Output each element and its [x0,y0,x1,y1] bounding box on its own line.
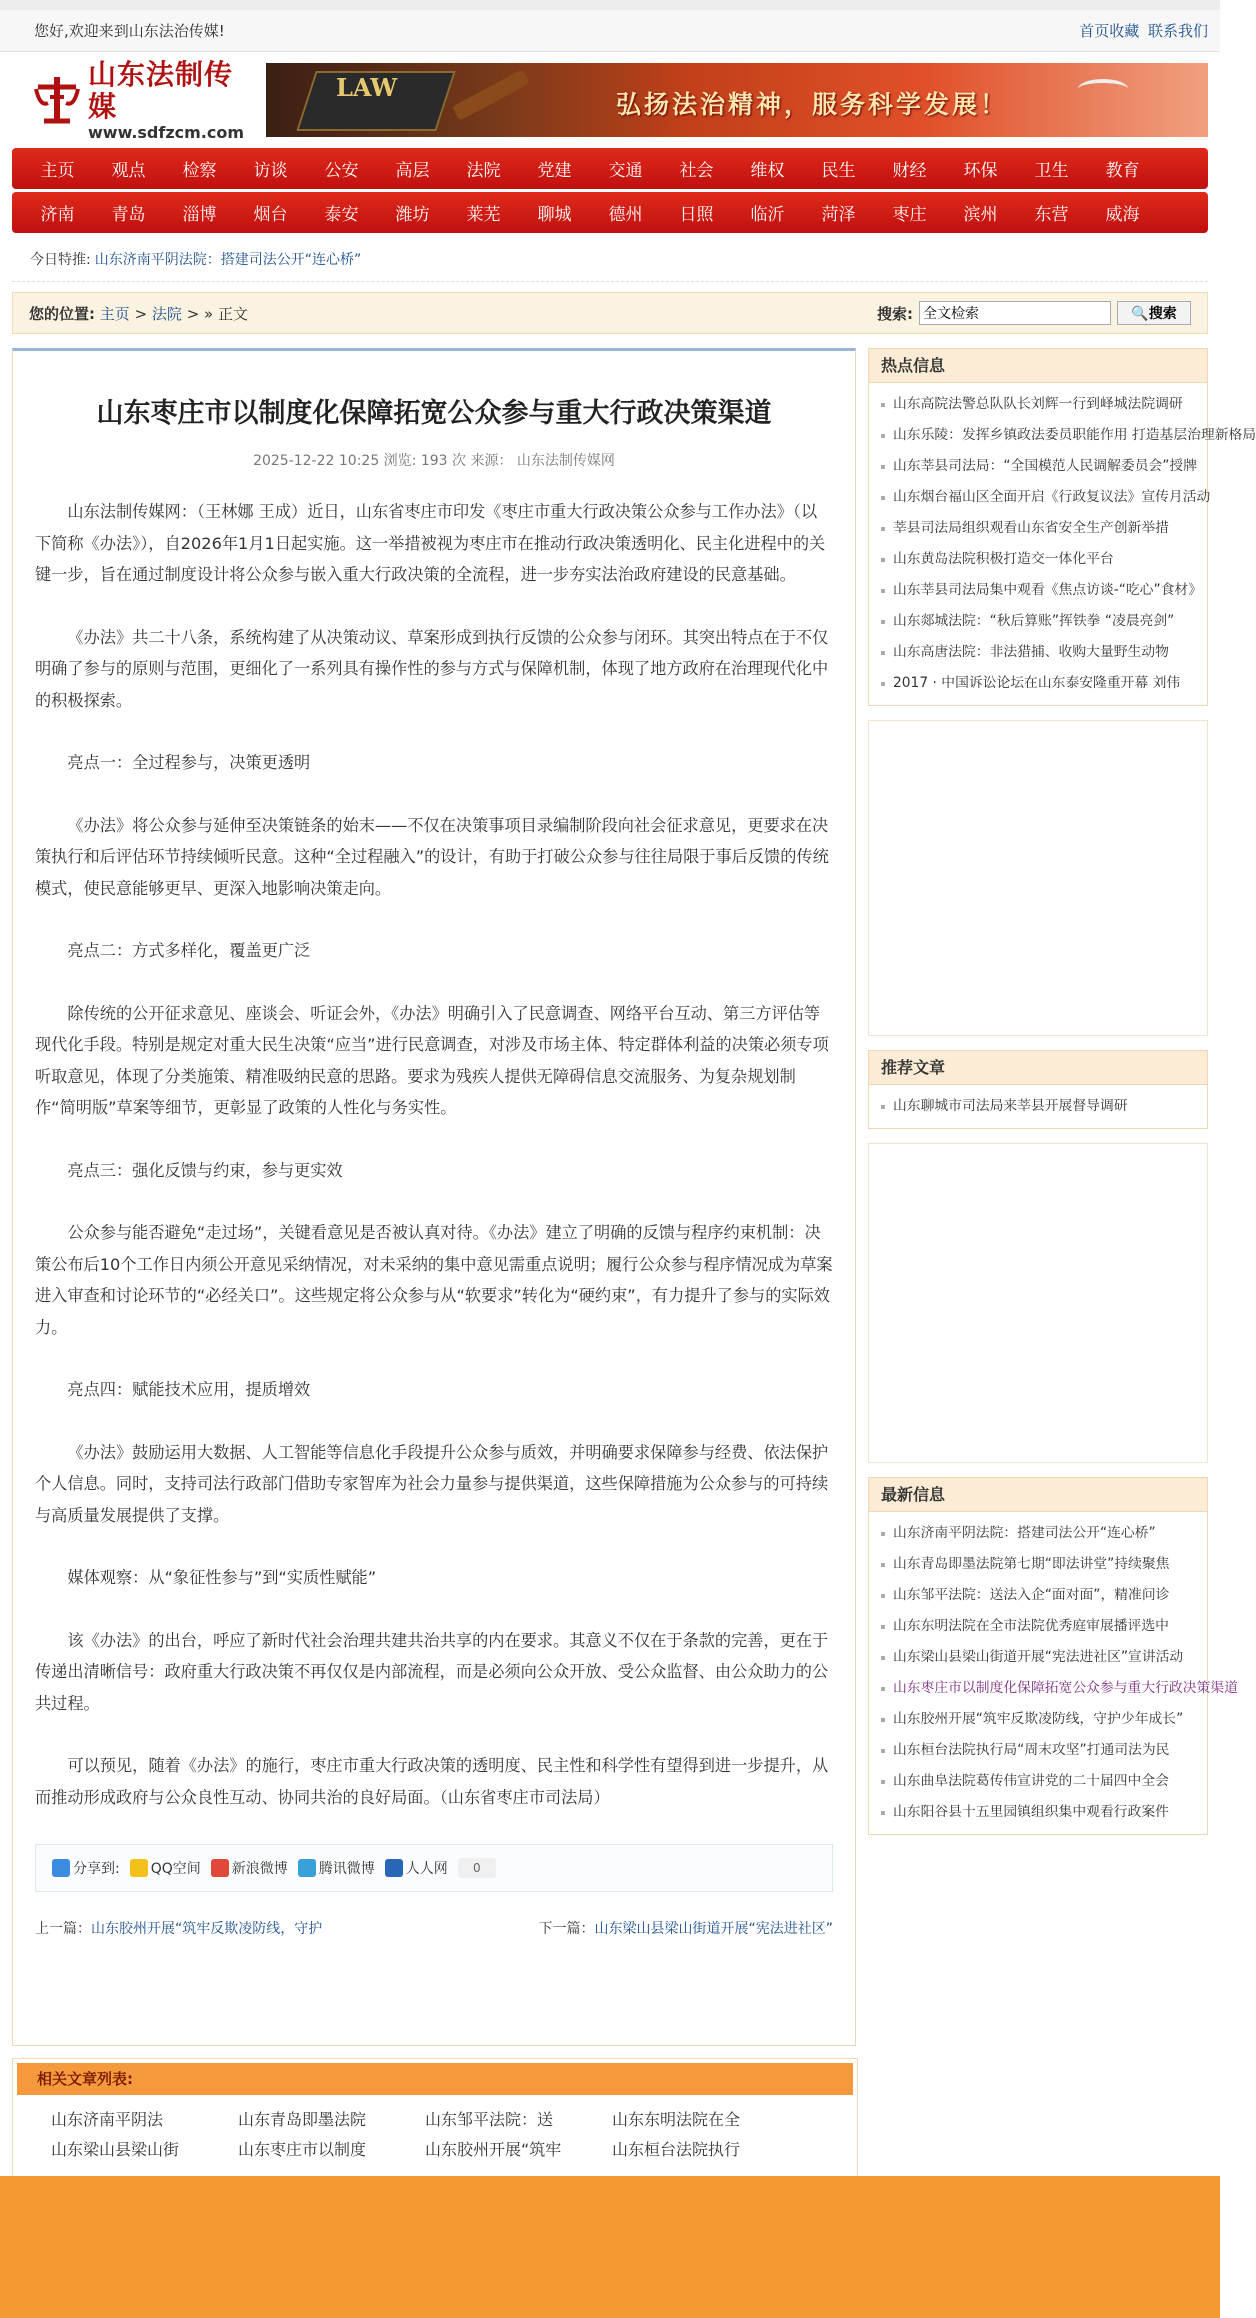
latest-info-item[interactable]: 山东桓台法院执行局“周末攻坚”打通司法为民 [879,1735,1199,1766]
tencent-weibo-icon [298,1859,316,1877]
nav-row-cities [12,192,1208,233]
latest-info-box [868,1477,1238,1835]
banner-image [266,63,1208,137]
recommended-title: 推荐文章 [869,1051,1207,1085]
article-paragraph: 该《办法》的出台，呼应了新时代社会治理共建共治共享的内在要求。其意义不仅在于条款的完善，更在于传递出清晰信号：政府重大行政决策不再仅仅是内部流程，而是必须向公众开放、受公众监督、由公众助力的公共过程。 [35,1630,829,1713]
article-paragraph: 《办法》将公众参与延伸至决策链条的始末——不仅在决策事项目录编制阶段向社会征求意见，更要求在决策执行和后评估环节持续倾听民意。这种“全过程融入”的设计，有助于打破公众参与往往局限于事后反馈的传统模式，使民意能够更早、更深入地影响决策走向。 [35,815,829,898]
nav-item[interactable]: 检察 [182,161,217,181]
search-button-label: 搜索 [1148,306,1177,322]
related-item[interactable]: 山东东明法院在全 [612,2110,741,2129]
ad-placeholder [868,1143,1208,1463]
nav-item[interactable]: 德州 [608,205,643,225]
nav-item[interactable]: 民生 [821,161,856,181]
renren-icon [385,1859,403,1877]
latest-info-item[interactable]: 山东胶州开展“筑牢反欺凌防线，守护少年成长” [879,1704,1199,1735]
latest-info-item[interactable]: 山东济南平阴法院：搭建司法公开“连心桥” [879,1518,1199,1549]
hot-info-box [868,348,1256,706]
search-input[interactable] [919,301,1111,325]
plus-icon [52,1859,70,1877]
nav-item[interactable]: 菏泽 [821,205,856,225]
latest-info-item[interactable]: 山东青岛即墨法院第七期“即法讲堂”持续聚焦 [879,1549,1199,1580]
footer [0,2176,1220,2318]
featured-link[interactable]: 山东济南平阴法院：搭建司法公开“连心桥” [94,251,362,268]
article-paragraph: 山东法制传媒网：（王林娜 王成）近日，山东省枣庄市印发《枣庄市重大行政决策公众参与工作办法》（以下简称《办法》），自2026年1月1日起实施。这一举措被视为枣庄市在推动行政决策透明化、民主化进程中的关键一步，旨在通过制度设计将公众参与嵌入重大行政决策的全流程，进一步夯实法治政府建设的民意基础。 [35,502,826,584]
article-paragraph: 可以预见，随着《办法》的施行，枣庄市重大行政决策的透明度、民主性和科学性有望得到进一步提升，从而推动形成政府与公众良性互动、协同共治的良好局面。（山东省枣庄市司法局） [35,1756,829,1807]
banner-slogan: 弘扬法治精神，服务科学发展！ [616,90,1009,119]
article-paragraph: 除传统的公开征求意见、座谈会、听证会外，《办法》明确引入了民意调查、网络平台互动、第三方评估等现代化手段。特别是规定对重大民生决策“应当”进行民意调查，对涉及市场主体、特定群体利益的决策必须专项听取意见，体现了分类施策、精准吸纳民意的思路。要求为残疾人提供无障碍信息交流服务、为复杂规划制作“简明版”草案等细节，更彰显了政策的人性化与务实性。 [35,1003,829,1117]
nav-item[interactable]: 潍坊 [395,205,430,225]
latest-info-item[interactable]: 山东枣庄市以制度化保障拓宽公众参与重大行政决策渠道 [879,1673,1199,1704]
breadcrumb-home[interactable]: 主页 [99,304,130,323]
nav-item[interactable]: 高层 [395,161,430,181]
hot-info-item[interactable]: 山东高唐法院：非法猎捕、收购大量野生动物 [879,637,1199,668]
nav-item[interactable]: 交通 [608,161,643,181]
share-weibo[interactable]: 新浪微博 [211,1858,288,1878]
welcome-text: 您好,欢迎来到山东法治传媒! [34,22,225,40]
nav-item[interactable]: 烟台 [253,205,288,225]
share-renren[interactable]: 人人网 [385,1858,448,1878]
breadcrumb-court[interactable]: 法院 [151,304,182,323]
sidebar [868,348,1256,2046]
related-title: 相关文章列表: [17,2063,853,2095]
article-title: 山东枣庄市以制度化保障拓宽公众参与重大行政决策渠道 [96,398,772,429]
related-item[interactable]: 山东邹平法院：送 [425,2110,554,2129]
nav-item[interactable]: 观点 [111,161,146,181]
nav-item[interactable]: 济南 [40,205,75,225]
ad-placeholder [868,720,1208,1036]
recommended-item[interactable]: 山东聊城市司法局来莘县开展督导调研 [879,1091,1199,1122]
nav-item[interactable]: 东营 [1034,205,1069,225]
top-links [1079,20,1208,41]
scales-logo-icon [30,73,84,127]
related-item[interactable]: 山东桓台法院执行 [612,2140,741,2159]
share-qzone[interactable]: QQ空间 [130,1858,201,1878]
article-meta: 2025-12-22 10:25 浏览: 193 次 来源： 山东法制传媒网 [253,453,615,469]
nav-item[interactable]: 访谈 [253,161,288,181]
latest-info-item[interactable]: 山东梁山县梁山街道开展“宪法进社区”宣讲活动 [879,1642,1199,1673]
latest-info-item[interactable]: 山东邹平法院：送法入企“面对面”，精准问诊 [879,1580,1199,1611]
hot-info-item[interactable]: 山东高院法警总队队长刘辉一行到峄城法院调研 [879,389,1199,420]
today-featured [12,236,1208,282]
search-button[interactable] [1117,301,1191,325]
nav-item[interactable]: 枣庄 [892,205,927,225]
breadcrumb [29,303,248,324]
nav-item[interactable]: 法院 [466,161,501,181]
nav-item[interactable]: 卫生 [1034,161,1069,181]
logo-name: 山东法制传媒 [88,57,234,123]
recommended-box [868,1050,1208,1129]
prev-article-link[interactable]: 山东胶州开展“筑牢反欺凌防线，守护 [91,1921,323,1937]
nav-item[interactable]: 泰安 [324,205,359,225]
share-bar [35,1844,833,1892]
breadcrumb-sep: > [129,304,152,323]
nav-item[interactable]: 日照 [679,205,714,225]
nav-item[interactable]: 维权 [750,161,785,181]
nav-item[interactable]: 淄博 [182,205,217,225]
weibo-icon [211,1859,229,1877]
bird-icon [1078,79,1128,99]
hot-info-item[interactable]: 山东乐陵：发挥乡镇政法委员职能作用 打造基层治理新格局 [879,420,1199,451]
nav-row-categories [12,148,1208,189]
home-favorite-link[interactable]: 首页收藏 [1079,22,1140,40]
nav-item[interactable]: 聊城 [537,205,572,225]
article-container [12,348,856,2046]
article-paragraph: 亮点二：方式多样化，覆盖更广泛 [67,941,311,960]
breadcrumb-current: 正文 [217,304,248,323]
site-logo[interactable] [30,59,252,142]
search-area [877,301,1191,325]
article-body [35,496,833,1813]
contact-link[interactable]: 联系我们 [1147,22,1208,40]
nav-item[interactable]: 党建 [537,161,572,181]
hot-info-item[interactable]: 2017 · 中国诉讼论坛在山东泰安隆重开幕 刘伟 [879,668,1199,699]
hot-info-item[interactable]: 山东莘县司法局：“全国模范人民调解委员会”授牌 [879,451,1199,482]
banner-law-text: LAW [336,73,398,102]
nav-item[interactable]: 公安 [324,161,359,181]
article-paragraph: 公众参与能否避免“走过场”，关键看意见是否被认真对待。《办法》建立了明确的反馈与程序约束机制：决策公布后10个工作日内须公开意见采纳情况，对未采纳的集中意见需重点说明；履行公众参与程序情况成为草案进入审查和讨论环节的“必经关口”。这些规定将公众参与从“软要求”转化为“硬约束”，有力提升了参与的实际效力。 [35,1223,833,1337]
top-bar [0,0,1220,52]
position-bar [12,292,1208,334]
logo-url: www.sdfzcm.com [88,122,245,142]
nav-item[interactable]: 滨州 [963,205,998,225]
latest-info-item[interactable]: 山东东明法院在全市法院优秀庭审展播评选中 [879,1611,1199,1642]
related-articles [12,2058,858,2180]
article-paragraph: 《办法》鼓励运用大数据、人工智能等信息化手段提升公众参与质效，并明确要求保障参与经费、依法保护个人信息。同时，支持司法行政部门借助专家智库为社会力量参与提供渠道，这些保障措施为公众参与的可持续与高质量发展提供了支撑。 [35,1442,829,1525]
article-paragraph: 《办法》共二十八条，系统构建了从决策动议、草案形成到执行反馈的公众参与闭环。其突出特点在于不仅明确了参与的原则与范围，更细化了一系列具有操作性的参与方式与保障机制，体现了地方政府在治理现代化中的积极探索。 [35,627,829,710]
nav-item[interactable]: 威海 [1105,205,1140,225]
next-article[interactable]: 下一篇：山东梁山县梁山街道开展“宪法进社区” [538,1921,833,1937]
breadcrumb-sep: > » [181,304,218,323]
nav-item[interactable]: 教育 [1105,161,1140,181]
hot-info-item[interactable]: 山东烟台福山区全面开启《行政复议法》宣传月活动 [879,482,1199,513]
hot-info-item[interactable]: 山东莘县司法局集中观看《焦点访谈-“吃心”食材》 [879,575,1199,606]
related-item[interactable]: 山东枣庄市以制度 [238,2140,367,2159]
latest-info-title: 最新信息 [869,1478,1207,1512]
hot-info-title: 热点信息 [869,349,1207,383]
site-header [0,58,1220,142]
share-label: 分享到: [52,1858,120,1878]
article-paragraph: 亮点四：赋能技术应用，提质增效 [67,1380,311,1399]
nav-item[interactable]: 财经 [892,161,927,181]
breadcrumb-label: 您的位置: [29,304,95,323]
article-paragraph: 媒体观察：从“象征性参与”到“实质性赋能” [67,1568,377,1587]
nav-item[interactable]: 主页 [40,161,75,181]
article-paragraph: 亮点三：强化反馈与约束，参与更实效 [67,1160,343,1180]
latest-info-item[interactable]: 山东曲阜法院葛传伟宣讲党的二十届四中全会 [879,1766,1199,1797]
share-tencent[interactable]: 腾讯微博 [298,1858,375,1878]
gavel-icon [452,69,530,121]
hot-info-item[interactable]: 山东郯城法院：“秋后算账”挥铁拳 “凌晨亮剑” [879,606,1199,637]
search-label: 搜索: [877,304,913,323]
hot-info-item[interactable]: 山东黄岛法院积极打造交一体化平台 [879,544,1199,575]
related-item[interactable]: 山东青岛即墨法院 [238,2110,367,2129]
prev-article[interactable]: 上一篇：山东胶州开展“筑牢反欺凌防线，守护 [35,1921,323,1937]
nav-item[interactable]: 莱芜 [466,205,501,225]
nav-item[interactable]: 临沂 [750,205,785,225]
featured-label: 今日特推: [30,251,91,268]
nav-item[interactable]: 青岛 [111,205,146,225]
search-icon: 🔍 [1131,306,1149,322]
related-item[interactable]: 山东济南平阴法 [51,2110,164,2129]
share-count: 0 [458,1858,496,1878]
related-item[interactable]: 山东胶州开展“筑牢 [425,2140,562,2159]
nav-item[interactable]: 社会 [679,161,714,181]
related-item[interactable]: 山东梁山县梁山街 [51,2140,180,2159]
latest-info-item[interactable]: 山东阳谷县十五里园镇组织集中观看行政案件 [879,1797,1199,1828]
article-paragraph: 亮点一：全过程参与，决策更透明 [67,753,311,772]
hot-info-item[interactable]: 莘县司法局组织观看山东省安全生产创新举措 [879,513,1199,544]
next-article-link[interactable]: 山东梁山县梁山街道开展“宪法进社区” [594,1921,833,1937]
qzone-icon [130,1859,148,1877]
nav-item[interactable]: 环保 [963,161,998,181]
prev-next-nav [35,1918,833,1946]
main-nav [12,148,1208,233]
